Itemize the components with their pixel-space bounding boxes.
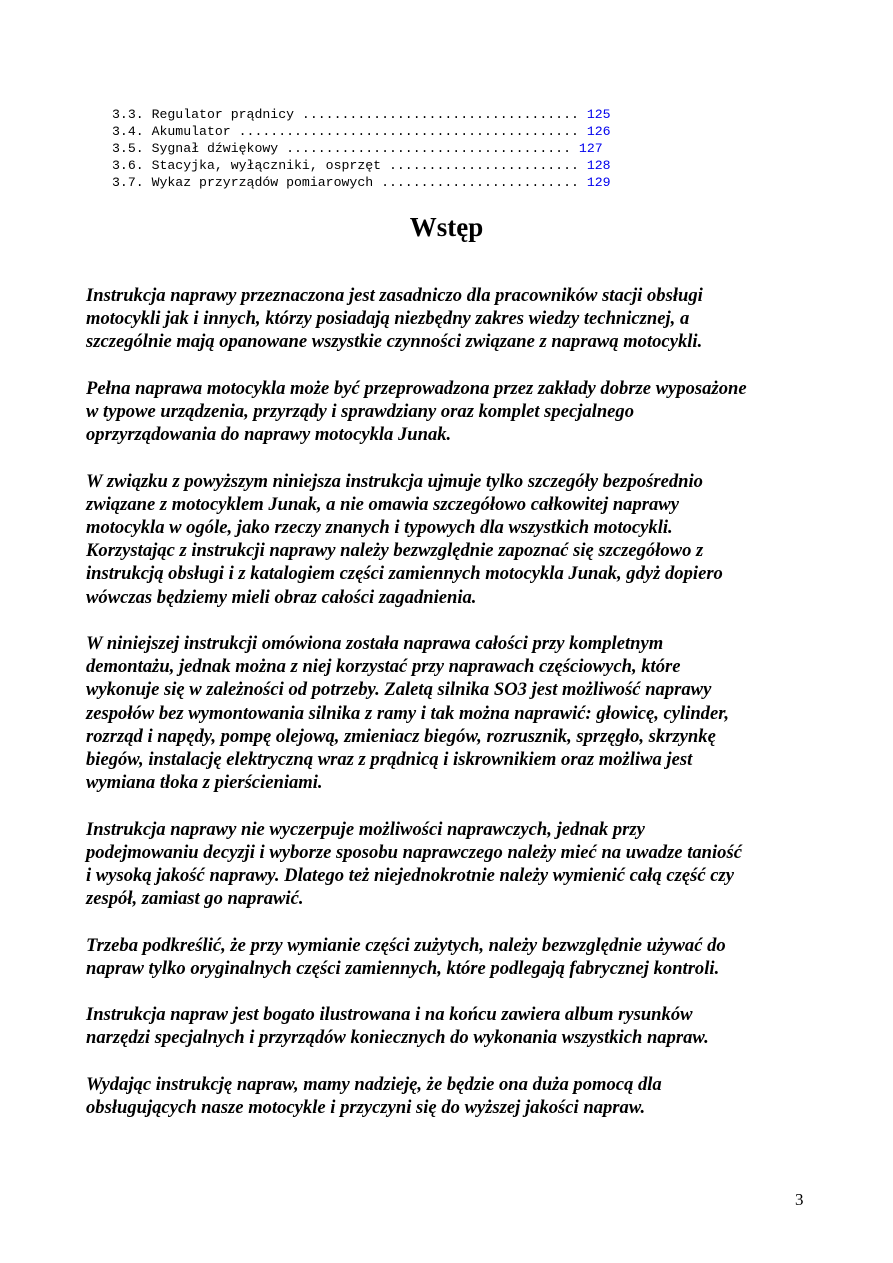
paragraph-line: zespołów bez wymontowania silnika z ramy i tak można naprawić: głowicę, cylinder, <box>86 702 730 724</box>
paragraph-line: Pełna naprawa motocykla może być przeprowadzona przez zakłady dobrze wyposażone <box>86 377 747 399</box>
toc-page-link[interactable]: 126 <box>586 124 611 139</box>
paragraph-line: wówczas będziemy mieli obraz całości zagadnienia. <box>86 586 477 608</box>
paragraph-line: instrukcją obsługi i z katalogiem części zamiennych motocykla Junak, gdyż dopiero <box>86 563 723 585</box>
toc-entry-title: 3.6. Stacyjka, wyłączniki, osprzęt ........................ <box>112 158 587 173</box>
paragraph <box>86 377 816 447</box>
toc-entry-title: 3.5. Sygnał dźwiękowy .................................... <box>112 141 579 156</box>
toc-page-link[interactable]: 125 <box>586 107 611 122</box>
paragraph <box>86 1073 816 1119</box>
paragraph-line: obsługujących nasze motocykle i przyczyni się do wyższej jakości napraw. <box>86 1097 646 1118</box>
paragraph-line: Instrukcja napraw jest bogato ilustrowana i na końcu zawiera album rysunków <box>86 1004 693 1026</box>
paragraph-line: W niniejszej instrukcji omówiona została naprawa całości przy kompletnym <box>86 633 664 654</box>
paragraph-line: Wydając instrukcję napraw, mamy nadzieję, że będzie ona duża pomocą dla <box>86 1073 662 1095</box>
paragraph <box>86 1003 816 1049</box>
toc-entry[interactable] <box>112 140 611 157</box>
toc-entry[interactable] <box>112 123 611 140</box>
paragraph-line: napraw tylko oryginalnych części zamiennych, które podlegają fabrycznej kontroli. <box>86 957 720 979</box>
paragraph-line: narzędzi specjalnych i przyrządów koniecznych do wykonania wszystkich napraw. <box>86 1027 709 1049</box>
paragraph-line: w typowe urządzenia, przyrządy i sprawdziany oraz komplet specjalnego <box>86 401 635 422</box>
paragraph-line: demontażu, jednak można z niej korzystać przy naprawach częściowych, które <box>86 656 681 678</box>
toc-entry-title: 3.4. Akumulator ........................................... <box>112 124 587 139</box>
paragraph-line: motocykla w ogóle, jako rzeczy znanych i typowych dla wszystkich motocykli. <box>86 517 673 538</box>
toc-page-link[interactable]: 129 <box>586 175 611 190</box>
paragraph <box>86 470 816 609</box>
toc-entry[interactable] <box>112 157 611 174</box>
paragraph-line: W związku z powyższym niniejsza instrukcja ujmuje tylko szczegóły bezpośrednio <box>86 470 703 492</box>
paragraph-line: rozrząd i napędy, pompę olejową, zmieniacz biegów, rozrusznik, sprzęgło, skrzynkę <box>86 725 716 747</box>
paragraph-line: wymiana tłoka z pierścieniami. <box>86 772 323 794</box>
paragraph-line: motocykli jak i innych, którzy posiadają niezbędny zakres wiedzy technicznej, a <box>86 308 690 330</box>
paragraph-line: i wysoką jakość naprawy. Dlatego też niejednokrotnie należy wymienić całą część czy <box>86 865 734 887</box>
paragraph-line: związane z motocyklem Junak, a nie omawia szczegółowo całkowitej naprawy <box>86 493 679 515</box>
toc-page-link[interactable]: 127 <box>578 141 603 156</box>
paragraph <box>86 934 816 980</box>
toc-entry[interactable] <box>112 174 611 191</box>
paragraph <box>86 818 816 911</box>
introduction-text <box>86 284 816 1142</box>
paragraph-line: Instrukcja naprawy przeznaczona jest zasadniczo dla pracowników stacji obsługi <box>86 285 703 306</box>
paragraph-line: biegów, instalację elektryczną wraz z prądnicą i iskrownikiem oraz możliwa jest <box>86 749 693 771</box>
paragraph-line: zespół, zamiast go naprawić. <box>86 888 304 910</box>
paragraph-line: Instrukcja naprawy nie wyczerpuje możliwości naprawczych, jednak przy <box>86 818 645 840</box>
paragraph <box>86 284 816 354</box>
toc-entry[interactable] <box>112 106 611 123</box>
toc-entry-title: 3.3. Regulator prądnicy ................................... <box>112 107 587 122</box>
page-number: 3 <box>795 1190 804 1209</box>
paragraph-line: Korzystając z instrukcji naprawy należy bezwzględnie zapoznać się szczegółowo z <box>86 540 704 562</box>
paragraph-line: podejmowaniu decyzji i wyborze sposobu naprawczego należy mieć na uwadze taniość <box>86 841 742 863</box>
paragraph-line: oprzyrządowania do naprawy motocykla Junak. <box>86 424 452 446</box>
paragraph-line: Trzeba podkreślić, że przy wymianie części zużytych, należy bezwzględnie używać do <box>86 934 726 956</box>
paragraph-line: wykonuje się w zależności od potrzeby. Zaletą silnika SO3 jest możliwość naprawy <box>86 679 712 701</box>
section-heading: Wstęp <box>409 212 484 242</box>
toc-entry-title: 3.7. Wykaz przyrządów pomiarowych ......................... <box>112 175 587 190</box>
paragraph <box>86 632 816 794</box>
paragraph-line: szczególnie mają opanowane wszystkie czynności związane z naprawą motocykli. <box>86 331 703 353</box>
table-of-contents <box>112 106 611 191</box>
toc-page-link[interactable]: 128 <box>586 158 611 173</box>
